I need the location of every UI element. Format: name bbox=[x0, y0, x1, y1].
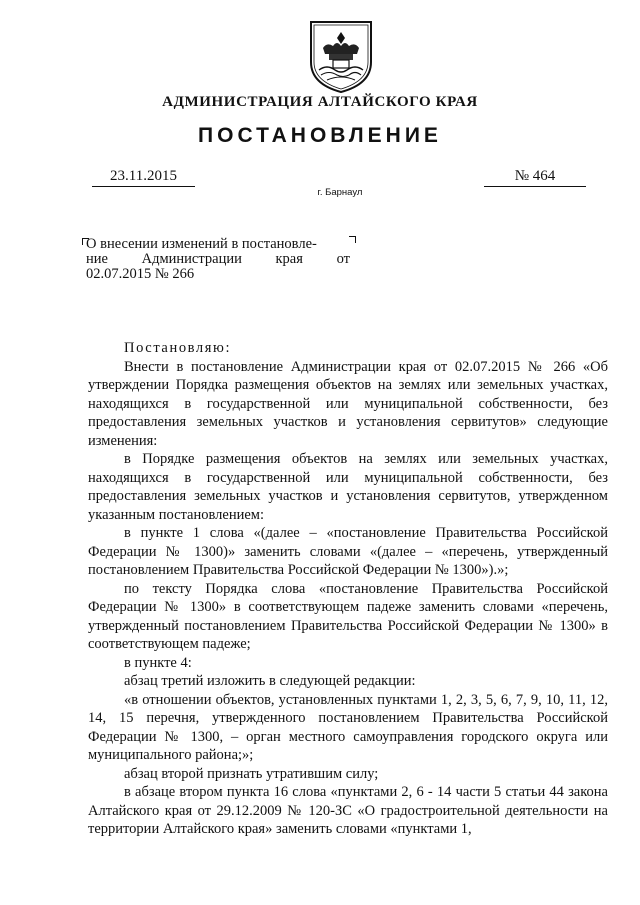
city-name: г. Барнаул bbox=[317, 187, 363, 198]
body-paragraph: по тексту Порядка слова «постановление Правительства Российской Федерации № 1300» в соответствующем падеже заменить словами «перечень, утвержденный постановлением Правительства Российской Федерации № 1300» в соответствующем падеже; bbox=[88, 580, 608, 652]
document-type-title: ПОСТАНОВЛЕНИЕ bbox=[198, 124, 442, 147]
body-paragraph: в Порядке размещения объектов на землях или земельных участках, находящихся в государственной или муниципальной собственности, без предоставления земельных участков и установления сервитутов, утвержденном указанным постановлением: bbox=[88, 451, 608, 523]
document-date: 23.11.2015 bbox=[92, 168, 195, 187]
subject-line-2 bbox=[86, 252, 350, 267]
subject-line-3: 02.07.2015 № 266 bbox=[86, 266, 195, 282]
body-paragraph: в абзаце втором пункта 16 слова «пунктами 2, 6 - 14 части 5 статьи 44 закона Алтайского края от 29.12.2009 № 120-ЗС «О градостроительной деятельности на территории Алтайского края» заменить словами «пунктами 1, bbox=[88, 784, 608, 837]
organization-name: АДМИНИСТРАЦИЯ АЛТАЙСКОГО КРАЯ bbox=[162, 94, 478, 110]
subject-word: от bbox=[336, 251, 350, 267]
subject-word: края bbox=[275, 251, 303, 267]
body-paragraph: «в отношении объектов, установленных пунктами 1, 2, 3, 5, 6, 7, 9, 10, 11, 12, 14, 15 перечня, утвержденного постановлением Правительства Российской Федерации № 1300, – орган местного самоуправления городского округа или муниципального района;»; bbox=[88, 691, 608, 763]
subject-word: ние bbox=[86, 251, 108, 267]
subject-word: Администрации bbox=[141, 251, 242, 267]
body-paragraph: Внести в постановление Администрации края от 02.07.2015 № 266 «Об утверждении Порядка размещения объектов на землях или земельных участках, находящихся в государственной или муниципальной собственности, без предоставления земельных участков и установления сервитутов» следующие изменения: bbox=[88, 358, 608, 449]
coat-of-arms-icon bbox=[305, 18, 377, 94]
document-number: № 464 bbox=[484, 168, 586, 187]
decree-word: Постановляю: bbox=[124, 340, 232, 356]
subject-bracket-right bbox=[349, 236, 356, 243]
body-paragraph: абзац третий изложить в следующей редакции: bbox=[124, 673, 416, 689]
body-paragraph: абзац второй признать утратившим силу; bbox=[124, 765, 379, 782]
document-body bbox=[88, 339, 608, 839]
body-paragraph: в пункте 1 слова «(далее – «постановление Правительства Российской Федерации № 1300)» заменить словами «(далее – «перечень, утвержденный постановлением Правительства Российской Федерации № 1300»).»; bbox=[88, 525, 608, 578]
body-paragraph: в пункте 4: bbox=[124, 654, 192, 671]
document-subject bbox=[86, 237, 350, 282]
subject-line-1: О внесении изменений в постановле- bbox=[86, 236, 317, 252]
